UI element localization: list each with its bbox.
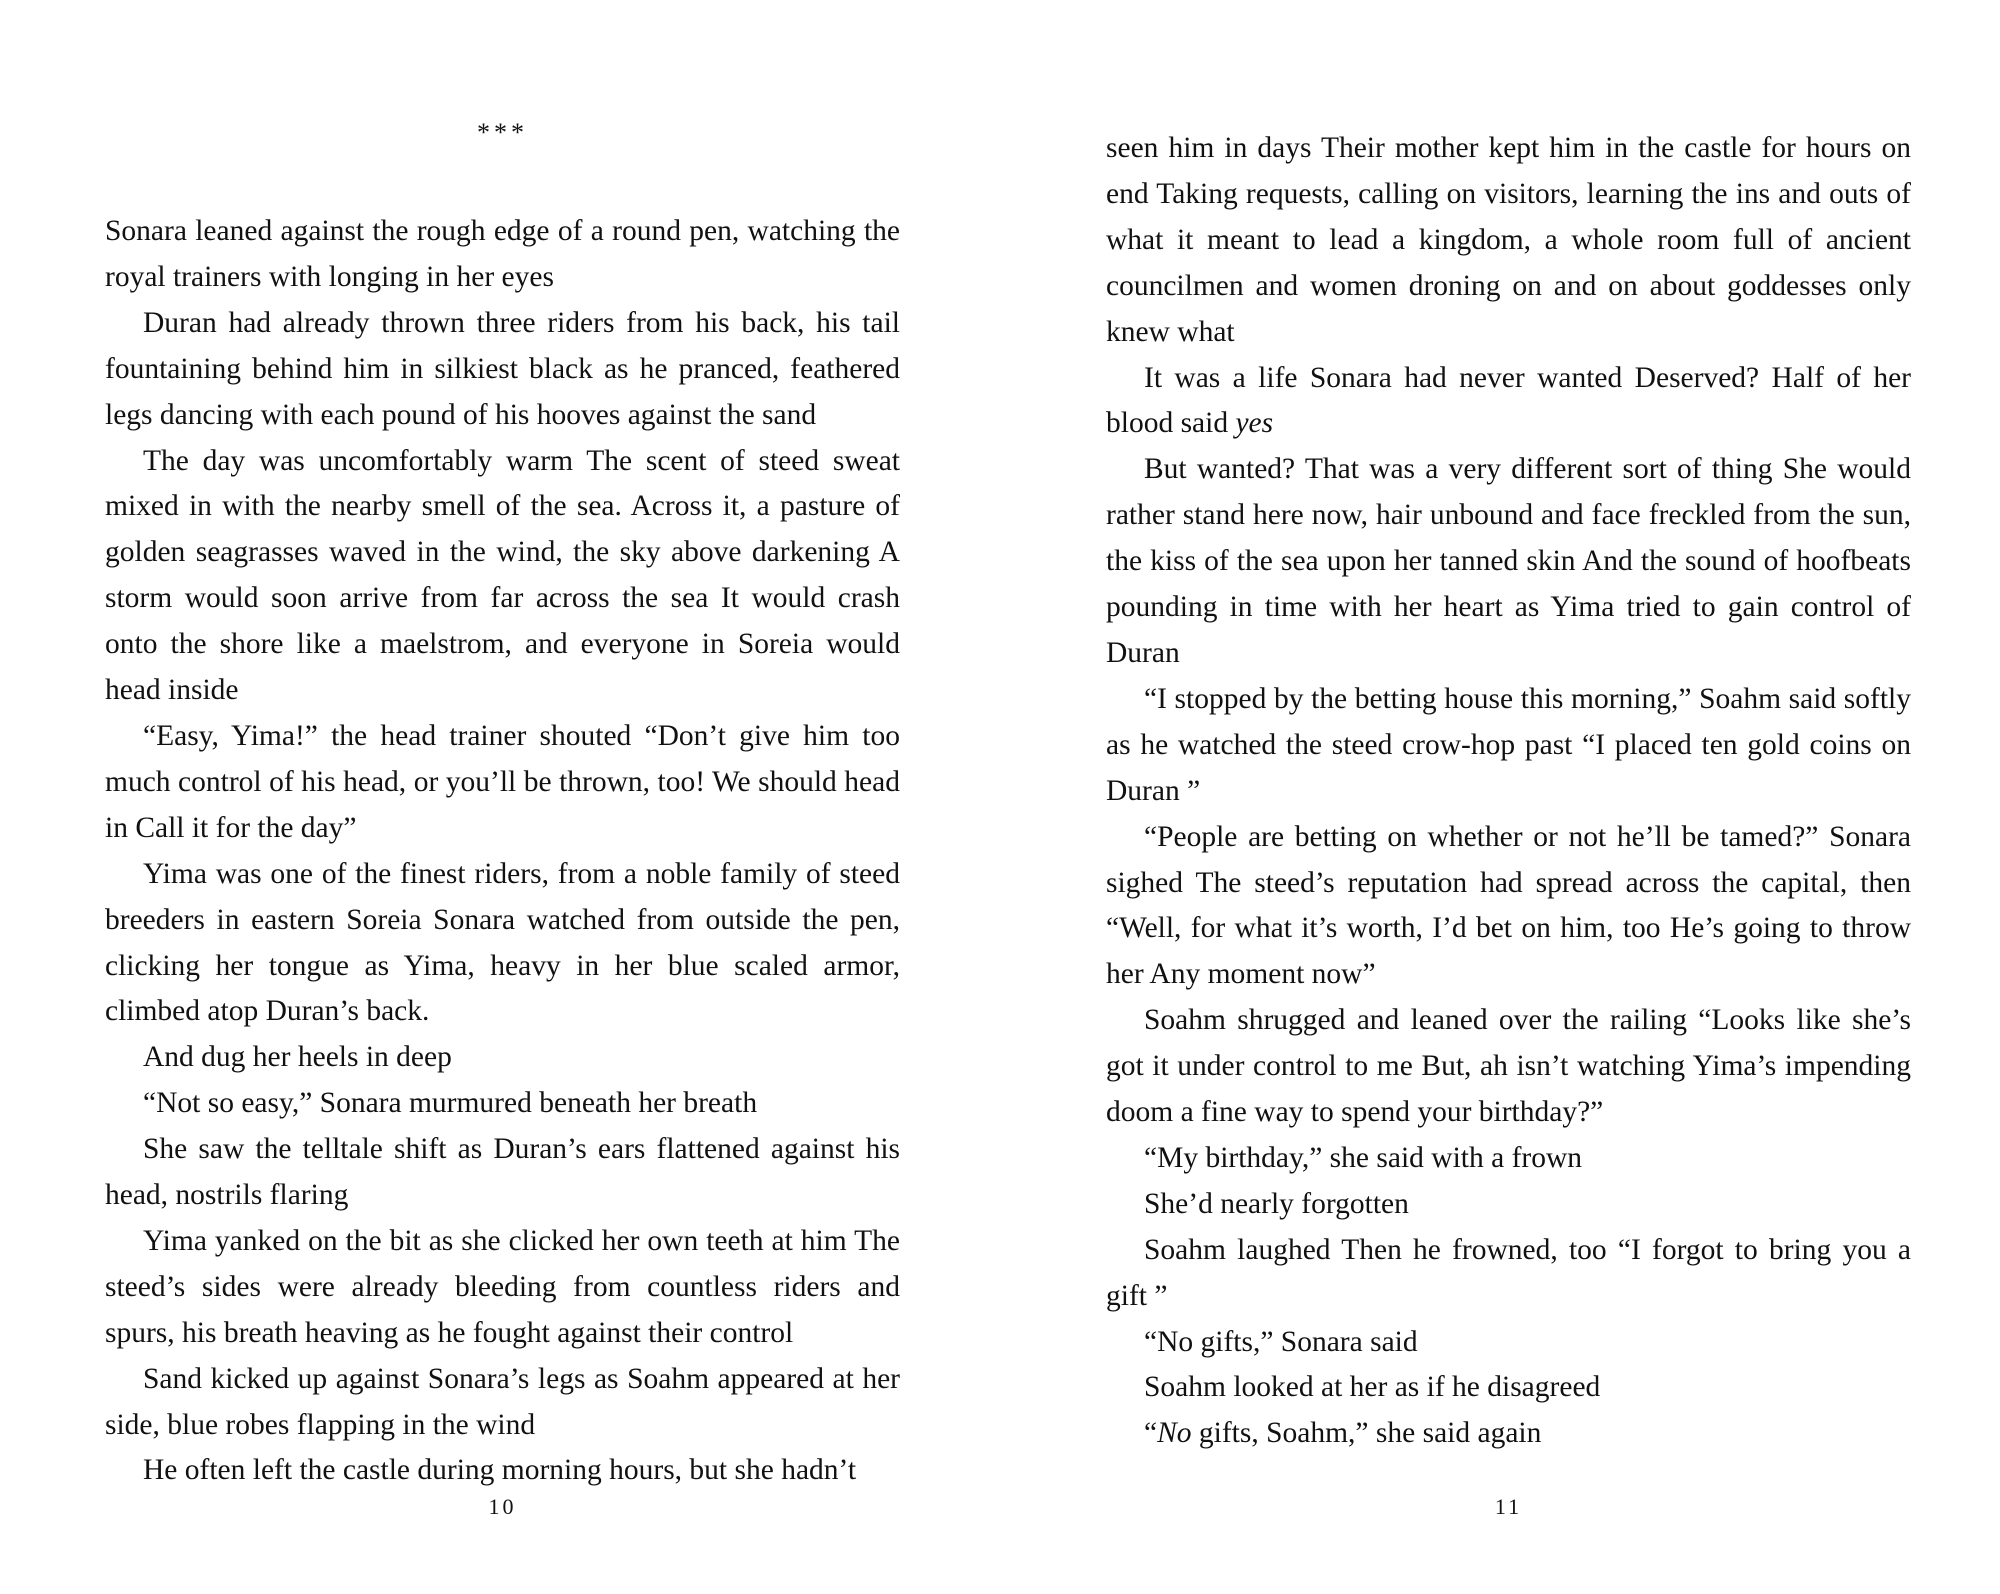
paragraph: And dug her heels in deep bbox=[143, 1041, 452, 1074]
paragraph: The day was uncomfortably warm The scent of steed sweat mixed in with the nearby smell of the sea. Across it, a pasture of golden seagrasses waved in the wind, the sky above darkening A storm would soon arrive from far across the sea It would crash onto the shore like a maelstrom, and everyone in Soreia would head inside bbox=[105, 444, 900, 707]
paragraph-text: “ bbox=[1144, 1417, 1158, 1450]
right-page-text bbox=[1106, 126, 1911, 1457]
paragraph: “Easy, Yima!” the head trainer shouted “Don’t give him too much control of his head, or you’ll be thrown, too! We should head in Call it for the day” bbox=[105, 719, 900, 844]
paragraph: “No gifts,” Sonara said bbox=[1144, 1325, 1418, 1358]
paragraph: Sonara leaned against the rough edge of a round pen, watching the royal trainers with longing in her eyes bbox=[105, 215, 900, 293]
paragraph: Soahm shrugged and leaned over the railing “Looks like she’s got it under control to me But, ah isn’t watching Yima’s impending doom a fine way to spend your birthday?” bbox=[1106, 1004, 1911, 1129]
paragraph: Yima yanked on the bit as she clicked her own teeth at him The steed’s sides were already bleeding from countless riders and spurs, his breath heaving as he fought against their control bbox=[105, 1224, 900, 1349]
paragraph: “People are betting on whether or not he’ll be tamed?” Sonara sighed The steed’s reputation had spread across the capital, then “Well, for what it’s worth, I’d bet on him, too He’s going to throw her Any moment now” bbox=[1106, 820, 1911, 991]
paragraph: Sand kicked up against Sonara’s legs as Soahm appeared at her side, blue robes flapping in the wind bbox=[105, 1362, 900, 1441]
paragraph: She’d nearly forgotten bbox=[1144, 1187, 1409, 1220]
paragraph: Soahm looked at her as if he disagreed bbox=[1144, 1371, 1601, 1404]
paragraph: Soahm laughed Then he frowned, too “I forgot to bring you a gift ” bbox=[1106, 1233, 1911, 1312]
emphasis-word: No bbox=[1157, 1417, 1192, 1450]
left-page bbox=[105, 0, 900, 1594]
paragraph-text: gifts, Soahm,” she said again bbox=[1191, 1417, 1542, 1450]
scene-break: *** bbox=[477, 118, 528, 147]
paragraph: “Not so easy,” Sonara murmured beneath her breath bbox=[143, 1087, 758, 1120]
page-number: 10 bbox=[488, 1494, 517, 1519]
paragraph: seen him in days Their mother kept him in the castle for hours on end Taking requests, calling on visitors, learning the ins and outs of what it meant to lead a kingdom, a whole room full of ancient councilmen and women droning on and on about goddesses only knew what bbox=[1106, 132, 1911, 348]
right-page bbox=[1106, 0, 1911, 1594]
emphasis-word: yes bbox=[1235, 407, 1274, 440]
paragraph: She saw the telltale shift as Duran’s ears flattened against his head, nostrils flaring bbox=[105, 1133, 900, 1212]
paragraph: “My birthday,” she said with a frown bbox=[1144, 1141, 1583, 1174]
paragraph bbox=[1106, 356, 1911, 448]
paragraph bbox=[1106, 1411, 1911, 1457]
paragraph: Duran had already thrown three riders from his back, his tail fountaining behind him in silkiest black as he pranced, feathered legs dancing with each pound of his hooves against the sand bbox=[105, 306, 900, 431]
left-page-text bbox=[105, 209, 900, 1494]
paragraph-text: It was a life Sonara had never wanted Deserved? Half of her blood said bbox=[1106, 361, 1911, 440]
paragraph: “I stopped by the betting house this morning,” Soahm said softly as he watched the steed crow-hop past “I placed ten gold coins on Duran ” bbox=[1106, 682, 1911, 807]
paragraph: He often left the castle during morning hours, but she hadn’t bbox=[143, 1454, 857, 1487]
paragraph: But wanted? That was a very different sort of thing She would rather stand here now, hair unbound and face freckled from the sun, the kiss of the sea upon her tanned skin And the sound of hoofbeats pounding in time with her heart as Yima tried to gain control of Duran bbox=[1106, 453, 1911, 669]
page-number: 11 bbox=[1494, 1494, 1523, 1519]
paragraph: Yima was one of the finest riders, from a noble family of steed breeders in eastern Soreia Sonara watched from outside the pen, clicking her tongue as Yima, heavy in her blue scaled armor, climbed atop Duran’s back. bbox=[105, 857, 900, 1028]
